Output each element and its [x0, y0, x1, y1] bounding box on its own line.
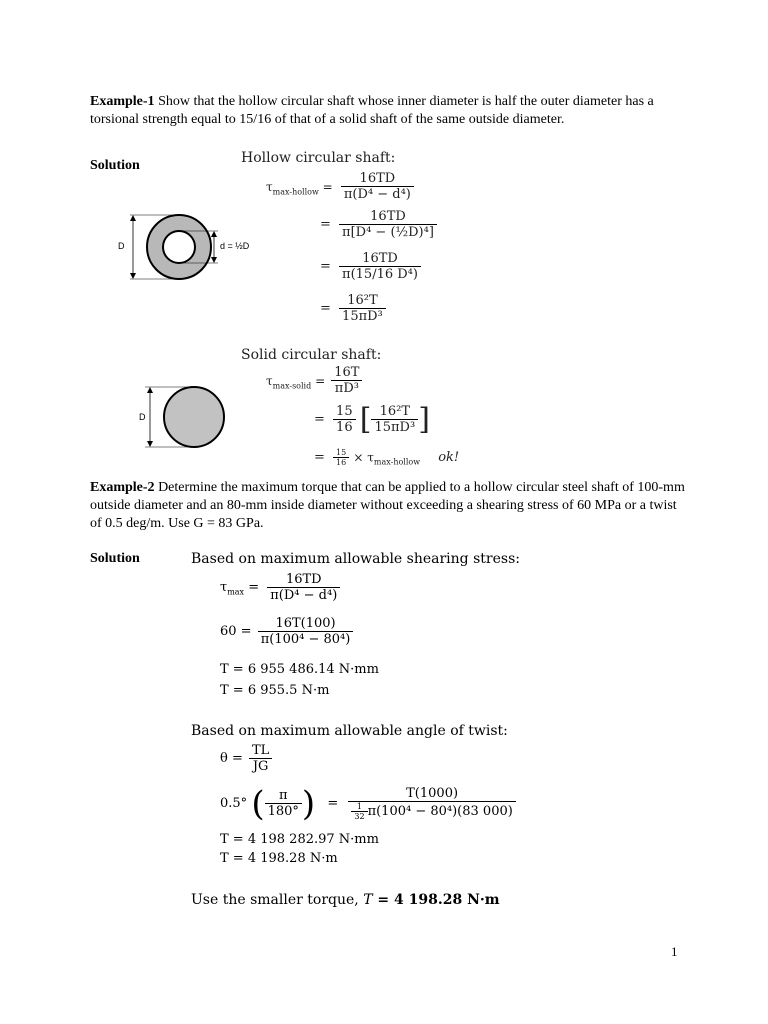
solid-frac-3-num: 15	[336, 448, 347, 457]
equals-sign: =	[315, 373, 326, 388]
hollow-frac-4-num: 16²T	[347, 293, 378, 308]
stress-frac-2-num: 16T(100)	[275, 616, 336, 631]
twist-eq-2: 0.5° ( $\frac{\pi}{180^\circ}$ ) = T(1000) $\frac{1}{32}$ π(100⁴ − 80⁴)(83 000)	[220, 786, 516, 821]
twist-result-nm: T = 4 198.28 N·m	[220, 851, 338, 866]
conclusion-line	[191, 892, 500, 908]
twist-eq-2-lhs: 0.5°	[220, 796, 248, 811]
stress-frac-1	[267, 572, 340, 603]
solid-frac-1-num: 16T	[334, 365, 360, 380]
equals-sign: =	[320, 259, 331, 274]
solid-coef-den: 16	[333, 419, 356, 435]
hollow-frac-4	[339, 293, 386, 324]
conclusion-prefix: Use the smaller torque,	[191, 892, 364, 908]
solid-frac-3-den: 16	[333, 457, 349, 467]
solid-circle	[164, 387, 224, 447]
hollow-frac-3-den: π(15/16 D⁴)	[339, 266, 421, 282]
hollow-eq-2	[320, 209, 437, 240]
solid-frac-2-coef	[333, 404, 356, 435]
solid-eq-3-rest: × τ	[353, 450, 374, 465]
example-2-paragraph	[90, 479, 690, 533]
example-1-heading: Example-1	[90, 94, 155, 109]
stress-frac-2	[258, 616, 354, 647]
hollow-eq-4	[320, 293, 386, 324]
tau-solid-label: τ	[266, 373, 273, 388]
stress-frac-1-num: 16TD	[285, 572, 322, 587]
one-over-32-den: 32	[351, 811, 367, 821]
hollow-frac-3	[339, 251, 421, 282]
page-number: 1	[671, 944, 678, 959]
twist-frac-2	[348, 786, 515, 821]
stress-result-nmm: T = 6 955 486.14 N·mm	[220, 662, 379, 677]
hollow-frac-2	[339, 209, 437, 240]
example-2-text: Determine the maximum torque that can be applied to a hollow circular steel shaft of 100-mm outside diameter and an 80-mm inside diameter without exceeding a shearing stress of 60 MPa or a twist of 0.5 deg/m. Use G = 83 GPa.	[90, 480, 685, 531]
twist-pi-frac	[265, 788, 302, 819]
twist-180: 180°	[265, 803, 302, 819]
stress-eq-2	[220, 616, 353, 647]
solid-coef-num: 15	[336, 404, 353, 419]
twist-frac-2-den	[348, 801, 515, 821]
solid-eq-3	[314, 448, 459, 467]
equals-sign: =	[248, 580, 260, 595]
tau-max-label: τ	[220, 580, 228, 595]
twist-frac-2-num: T(1000)	[406, 786, 459, 801]
hollow-eq-1	[266, 171, 414, 202]
conclusion-value: = 4 198.28 N·m	[372, 892, 500, 908]
solid-frac-1-den: πD³	[331, 380, 362, 396]
hollow-shaft-title: Hollow circular shaft:	[241, 150, 396, 166]
hollow-frac-2-num: 16TD	[370, 209, 406, 224]
equals-sign: =	[327, 796, 339, 811]
solid-label-D: D	[139, 412, 146, 422]
solid-shaft-figure	[135, 380, 235, 455]
hollow-inner-circle	[163, 231, 195, 263]
solid-eq-1	[266, 365, 362, 396]
hollow-frac-4-den: 15πD³	[339, 308, 386, 324]
stress-frac-1-den: π(D⁴ − d⁴)	[267, 587, 340, 603]
twist-frac-1	[249, 743, 272, 774]
hollow-frac-2-den: π[D⁴ − (½D)⁴]	[339, 224, 437, 240]
example-1-text: Show that the hollow circular shaft whose inner diameter is half the outer diameter has a torsional strength equal to 15/16 of that of a solid shaft of the same outside diameter.	[90, 94, 654, 127]
hollow-shaft-figure	[110, 210, 280, 285]
twist-result-nmm: T = 4 198 282.97 N·mm	[220, 832, 379, 847]
tau-max-sub: max	[227, 587, 245, 597]
twist-frac-2-den-rest: π(100⁴ − 80⁴)(83 000)	[367, 804, 513, 819]
stress-eq-2-lhs: 60 =	[220, 624, 252, 639]
stress-frac-2-den: π(100⁴ − 80⁴)	[258, 631, 354, 647]
example-1-paragraph	[90, 93, 690, 129]
solution-1-label: Solution	[90, 158, 140, 173]
solid-frac-2	[371, 404, 418, 435]
twist-frac-1-num: TL	[252, 743, 270, 758]
hollow-frac-1	[341, 171, 414, 202]
solid-frac-1	[331, 365, 362, 396]
hollow-frac-1-den: π(D⁴ − d⁴)	[341, 186, 414, 202]
twist-pi: π	[278, 788, 288, 803]
hollow-label-d: d = ½D	[220, 241, 250, 251]
stress-eq-1	[220, 572, 340, 603]
stress-title: Based on maximum allowable shearing stress:	[191, 551, 520, 567]
one-over-32-num: 1	[356, 802, 363, 811]
solid-shaft-title: Solid circular shaft:	[241, 347, 382, 363]
hollow-frac-3-num: 16TD	[362, 251, 398, 266]
twist-title: Based on maximum allowable angle of twist:	[191, 723, 508, 739]
equals-sign: =	[320, 217, 331, 232]
twist-eq-1	[220, 743, 272, 774]
solution-2-label: Solution	[90, 551, 140, 566]
hollow-eq-3	[320, 251, 421, 282]
tau-hollow-sub: max-hollow	[272, 186, 319, 196]
theta-label: θ =	[220, 751, 243, 766]
tau-hollow-label: τ	[266, 179, 273, 194]
example-2-heading: Example-2	[90, 480, 155, 495]
solid-frac-2-den: 15πD³	[371, 419, 418, 435]
conclusion-T: T	[363, 892, 373, 908]
solid-eq-2: = $\frac{15}{16}$ [ $\frac{\text{16²T}}{\text{15πD³}}$ ]	[314, 401, 430, 437]
tau-solid-sub: max-solid	[272, 380, 312, 390]
solid-eq-3-sub: max-hollow	[373, 457, 421, 467]
solid-frac-2-num: 16²T	[379, 404, 411, 419]
solid-frac-3	[333, 448, 349, 467]
stress-result-nm: T = 6 955.5 N·m	[220, 683, 330, 698]
equals-sign: =	[314, 450, 325, 465]
one-over-32	[351, 802, 367, 821]
equals-sign: =	[314, 412, 325, 427]
twist-frac-1-den: JG	[249, 758, 272, 774]
hollow-label-D: D	[118, 241, 125, 251]
equals-sign: =	[322, 179, 333, 194]
ok-mark: ok!	[438, 450, 460, 465]
hollow-frac-1-num: 16TD	[359, 171, 396, 186]
equals-sign: =	[320, 301, 331, 316]
